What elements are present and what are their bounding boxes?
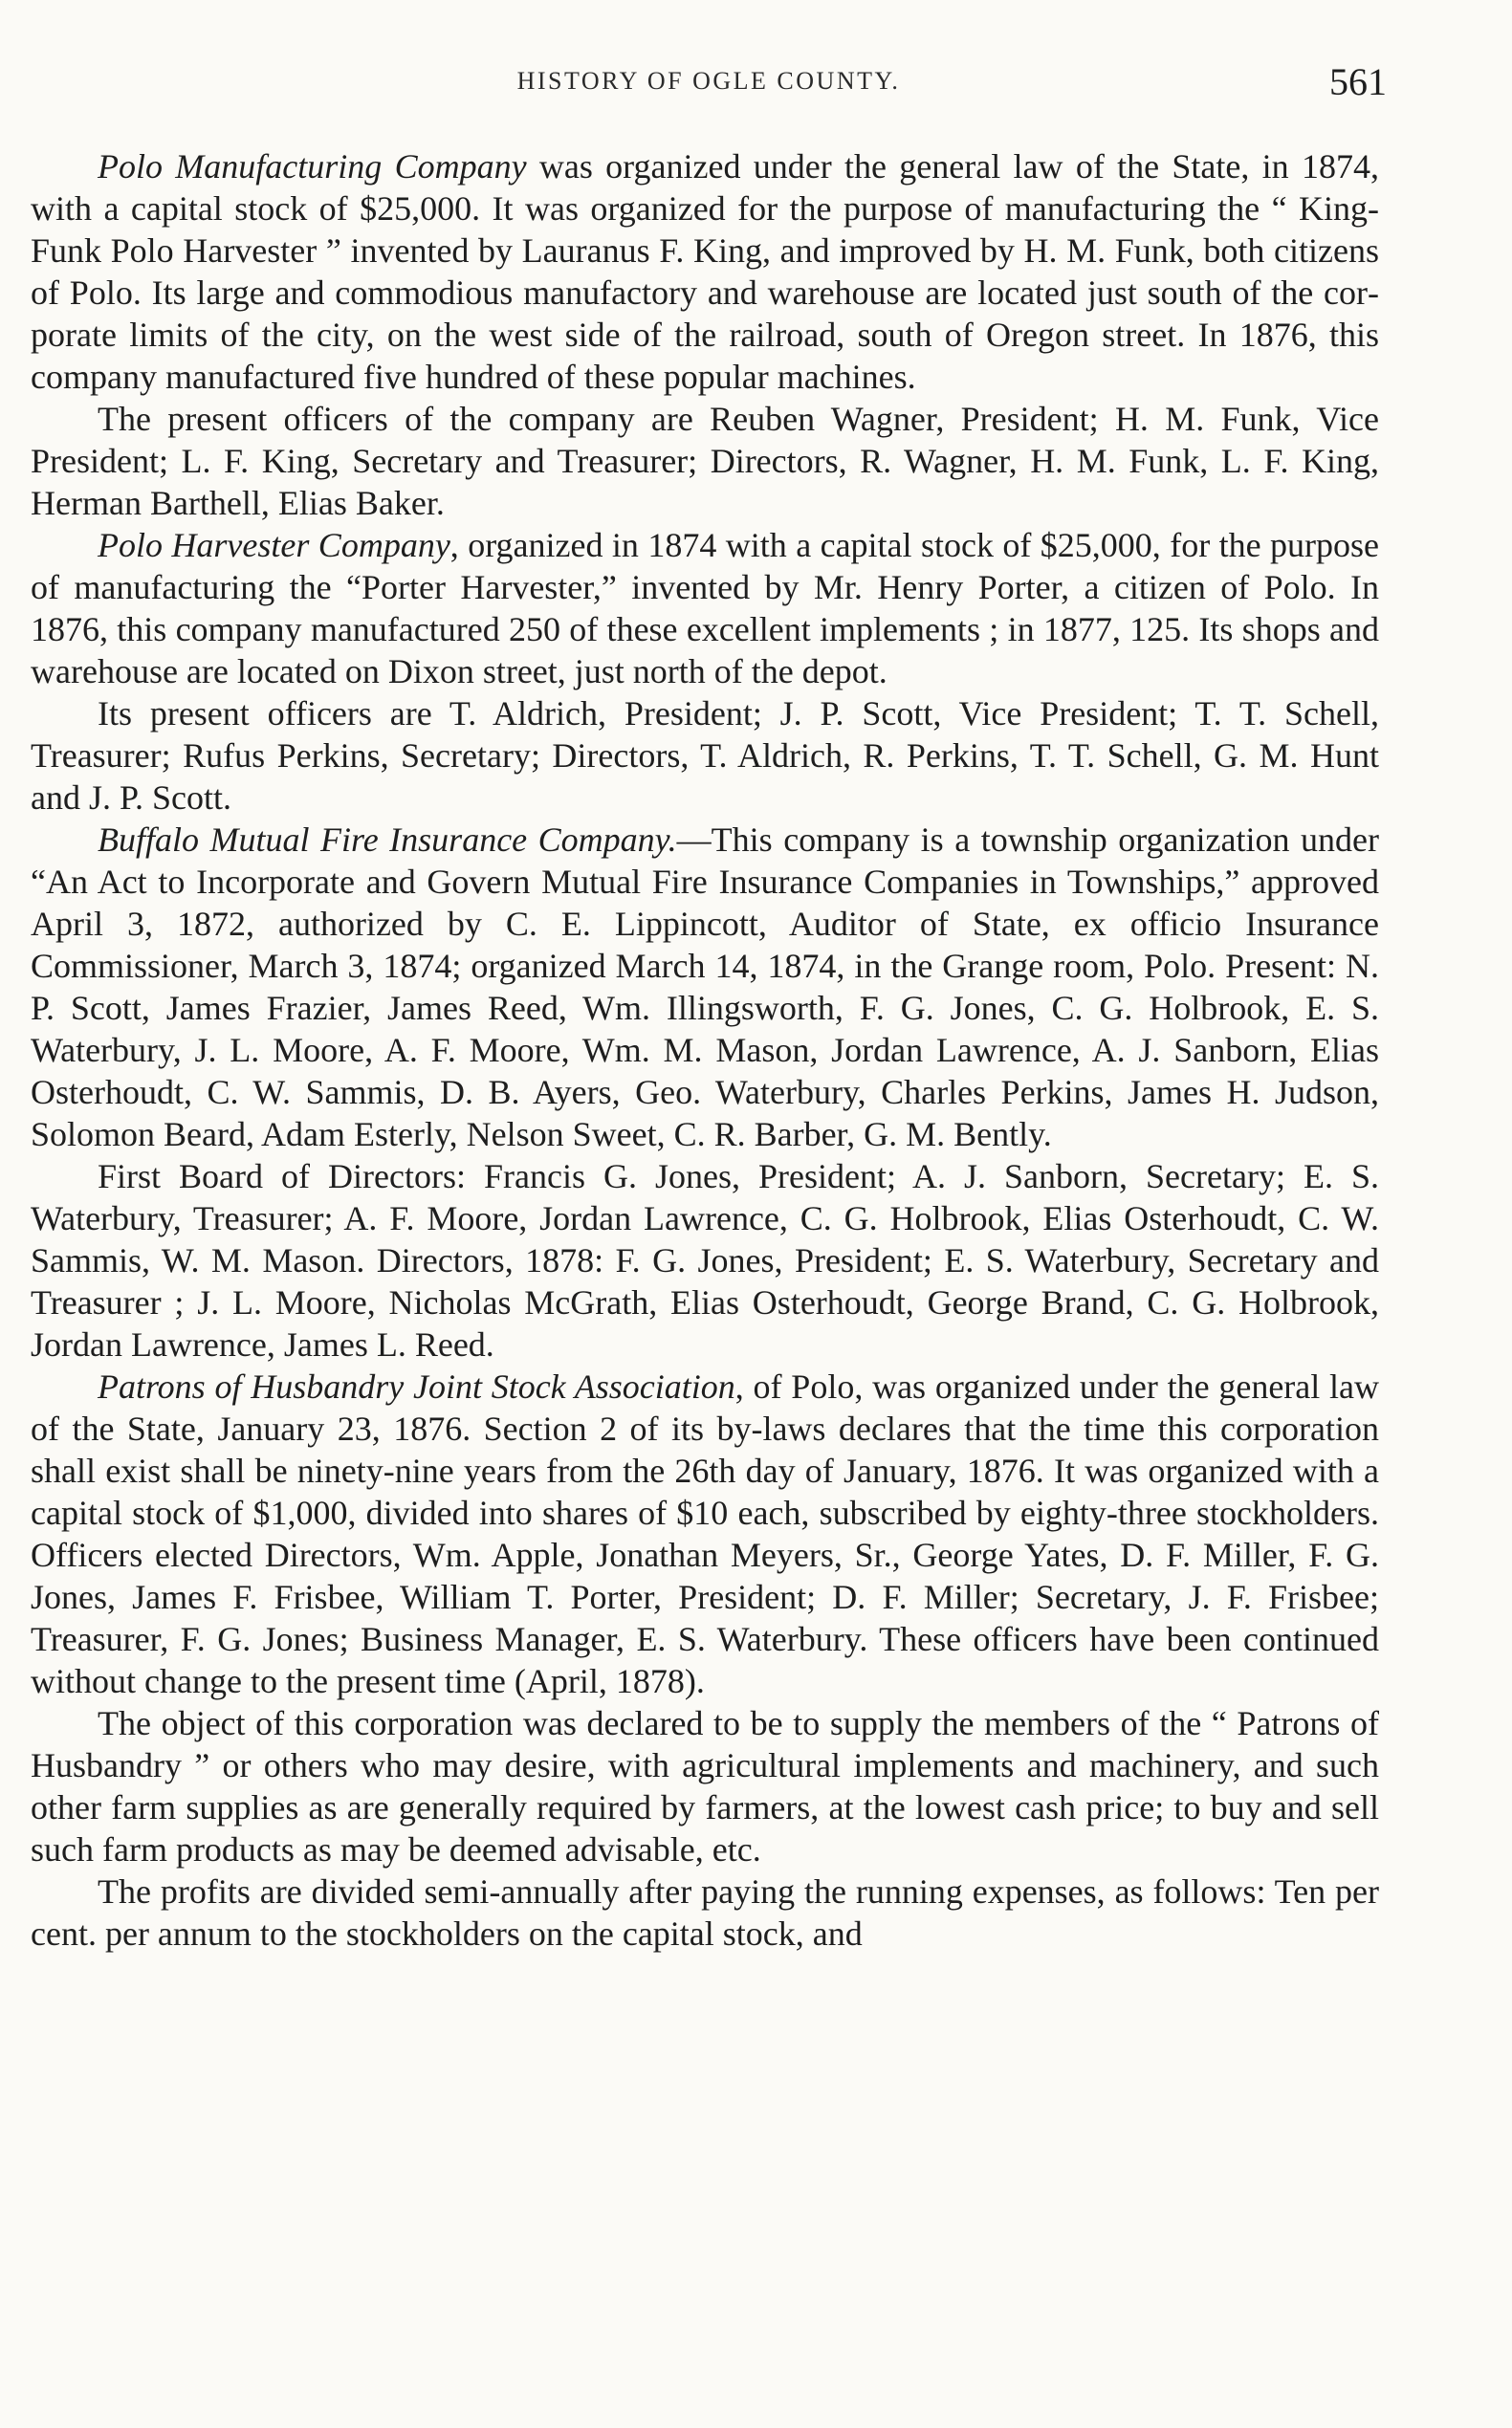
paragraph-patrons-of-husbandry <box>31 1366 1379 1702</box>
paragraph-lead-italic: Buffalo Mutual Fire Insurance Company. <box>98 820 677 859</box>
page-number: 561 <box>1329 60 1387 103</box>
paragraph-buffalo-mutual <box>31 819 1379 1155</box>
paragraph-text: The present officers of the company are Reuben Wagner, President; H. M. Funk, Vice President; L. F. King, Secretary and Treasurer; Directors, R. Wagner, H. M. Funk, L. F. King, Herman Barthell, Elias Baker. <box>31 400 1379 522</box>
paragraph-polo-manufacturing <box>31 145 1379 398</box>
paragraph-polo-harvester-officers <box>31 692 1379 819</box>
paragraph-lead-italic: Patrons of Husbandry Joint Stock Association <box>98 1367 735 1406</box>
paragraph-text: was organized under the general law of the State, in 1874, with a capital stock of $25,000. It was organized for the purpose of manufacturing the “ King-Funk Polo Harvester ” invented by Lauranus F. King, and improved by H. M. Funk, both citizens of Polo. Its large and commodious manufactory and warehouse are located just south of the corporate limits of the city, on the west side of the railroad, south of Oregon street. In 1876, this company manufactured five hundred of these popular machines. <box>31 147 1379 396</box>
paragraph-buffalo-directors <box>31 1155 1379 1366</box>
body-text <box>31 145 1379 1955</box>
paragraph-corporation-object <box>31 1702 1379 1870</box>
paragraph-text: First Board of Directors: Francis G. Jones, President; A. J. Sanborn, Secretary; E. S. Waterbury, Treasurer; A. F. Moore, Jordan Lawrence, C. G. Holbrook, Elias Osterhoudt, C. W. Sammis, W. M. Mason. Directors, 1878: F. G. Jones, President; E. S. Waterbury, Secretary and Treasurer ; J. L. Moore, Nicholas McGrath, Elias Osterhoudt, George Brand, C. G. Holbrook, Jordan Lawrence, James L. Reed. <box>31 1157 1379 1364</box>
paragraph-text: , organized in 1874 with a capital stock of $25,000, for the purpose of manufacturing the “Porter Harvester,” invented by Mr. Henry Porter, a citizen of Polo. In 1876, this company manufactured 250 of these excellent implements ; in 1877, 125. Its shops and warehouse are located on Dixon street, just north of the depot. <box>31 526 1379 690</box>
running-title: HISTORY OF OGLE COUNTY. <box>516 67 901 95</box>
paragraph-text: , of Polo, was organized under the general law of the State, January 23, 1876. Section 2 of its by-laws declares that the time this corporation shall exist shall be ninety-nine years from the 26th day of January, 1876. It was organized with a capital stock of $1,000, divided into shares of $10 each, subscribed by eighty-three stockholders. Officers elected Directors, Wm. Apple, Jonathan Meyers, Sr., George Yates, D. F. Miller, F. G. Jones, James F. Frisbee, William T. Porter, President; D. F. Miller; Secretary, J. F. Frisbee; Treasurer, F. G. Jones; Business Manager, E. S. Waterbury. These officers have been continued without change to the present time (April, 1878). <box>31 1367 1380 1700</box>
paragraph-text: Its present officers are T. Aldrich, President; J. P. Scott, Vice President; T. T. Schell, Treasurer; Rufus Perkins, Secretary; Directors, T. Aldrich, R. Perkins, T. T. Schell, G. M. Hunt and J. P. Scott. <box>31 694 1379 817</box>
paragraph-polo-harvester <box>31 524 1379 692</box>
paragraph-polo-manufacturing-officers <box>31 398 1379 524</box>
paragraph-text: The profits are divided semi-annually after paying the running expenses, as follows: Ten per cent. per annum to the stockholders on the capital stock, and <box>31 1872 1379 1953</box>
paragraph-lead-italic: Polo Harvester Company <box>98 526 450 564</box>
paragraph-lead-italic: Polo Manufacturing Company <box>98 147 527 186</box>
running-head <box>31 59 1387 107</box>
paragraph-text: —This company is a township organization under “An Act to Incorporate and Govern Mutual Fire Insurance Companies in Townships,” approved April 3, 1872, authorized by C. E. Lippincott, Auditor of State, ex officio Insurance Commissioner, March 3, 1874; organized March 14, 1874, in the Grange room, Polo. Present: N. P. Scott, James Frazier, James Reed, Wm. Illingsworth, F. G. Jones, C. G. Holbrook, E. S. Waterbury, J. L. Moore, A. F. Moore, Wm. M. Mason, Jordan Lawrence, A. J. Sanborn, Elias Osterhoudt, C. W. Sammis, D. B. Ayers, Geo. Waterbury, Charles Perkins, James H. Judson, Solomon Beard, Adam Esterly, Nelson Sweet, C. R. Barber, G. M. Bently. <box>31 820 1379 1153</box>
paragraph-text: The object of this corporation was declared to be to supply the members of the “ Patrons of Husbandry ” or others who may desire, with agricultural implements and machinery, and such other farm supplies as are generally required by farmers, at the lowest cash price; to buy and sell such farm products as may be deemed advisable, etc. <box>31 1704 1379 1869</box>
paragraph-profits <box>31 1870 1379 1955</box>
